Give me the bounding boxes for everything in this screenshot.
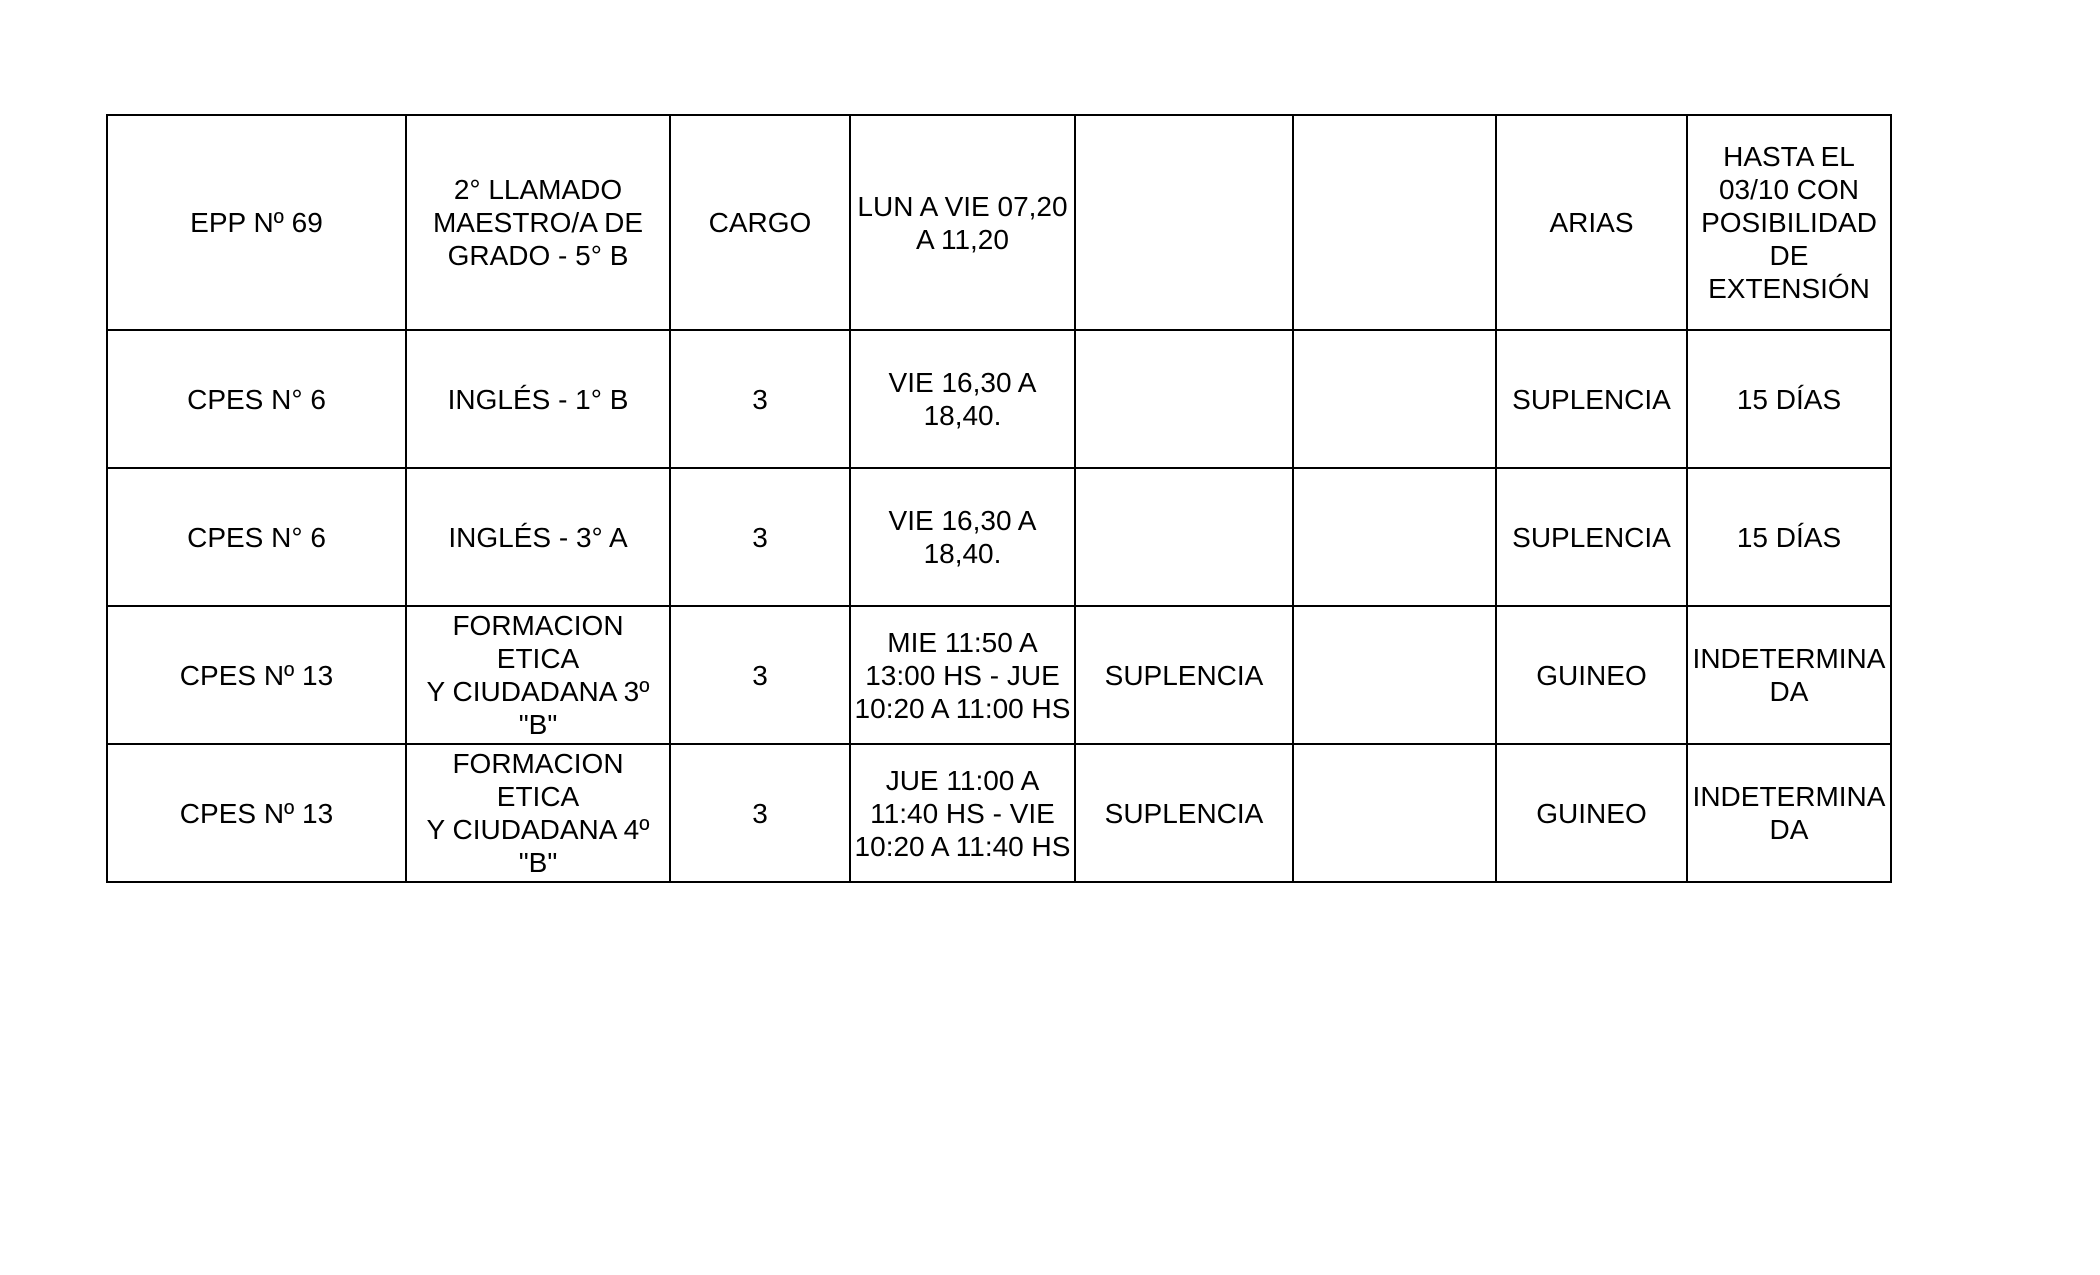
column-5-cell	[1075, 330, 1293, 468]
column-6-cell	[1293, 330, 1496, 468]
subject-cell: FORMACION ETICA Y CIUDADANA 4º "B"	[406, 744, 670, 882]
school-cell: CPES Nº 13	[107, 744, 406, 882]
hours-cell: CARGO	[670, 115, 850, 330]
column-6-cell	[1293, 744, 1496, 882]
table-row	[107, 606, 1891, 744]
column-6-cell	[1293, 468, 1496, 606]
column-5-cell	[1075, 115, 1293, 330]
column-5-cell: SUPLENCIA	[1075, 744, 1293, 882]
school-cell: EPP Nº 69	[107, 115, 406, 330]
school-cell: CPES Nº 13	[107, 606, 406, 744]
duration-cell: 15 DÍAS	[1687, 330, 1891, 468]
column-7-cell: GUINEO	[1496, 606, 1687, 744]
duration-cell: INDETERMINA DA	[1687, 744, 1891, 882]
vacancies-table	[106, 114, 1892, 883]
schedule-cell: MIE 11:50 A 13:00 HS - JUE 10:20 A 11:00 HS	[850, 606, 1075, 744]
school-cell: CPES N° 6	[107, 330, 406, 468]
subject-cell: 2° LLAMADO MAESTRO/A DE GRADO - 5° B	[406, 115, 670, 330]
table-row	[107, 744, 1891, 882]
duration-cell: 15 DÍAS	[1687, 468, 1891, 606]
table-row	[107, 330, 1891, 468]
column-6-cell	[1293, 115, 1496, 330]
hours-cell: 3	[670, 330, 850, 468]
column-5-cell	[1075, 468, 1293, 606]
column-7-cell: ARIAS	[1496, 115, 1687, 330]
table-row	[107, 115, 1891, 330]
hours-cell: 3	[670, 606, 850, 744]
column-6-cell	[1293, 606, 1496, 744]
subject-cell: INGLÉS - 1° B	[406, 330, 670, 468]
column-7-cell: GUINEO	[1496, 744, 1687, 882]
schedule-cell: VIE 16,30 A 18,40.	[850, 468, 1075, 606]
schedule-cell: VIE 16,30 A 18,40.	[850, 330, 1075, 468]
hours-cell: 3	[670, 744, 850, 882]
hours-cell: 3	[670, 468, 850, 606]
duration-cell: HASTA EL 03/10 CON POSIBILIDAD DE EXTENSIÓN	[1687, 115, 1891, 330]
schedule-cell: LUN A VIE 07,20 A 11,20	[850, 115, 1075, 330]
duration-cell: INDETERMINA DA	[1687, 606, 1891, 744]
schedule-cell: JUE 11:00 A 11:40 HS - VIE 10:20 A 11:40 HS	[850, 744, 1075, 882]
school-cell: CPES N° 6	[107, 468, 406, 606]
column-7-cell: SUPLENCIA	[1496, 330, 1687, 468]
subject-cell: FORMACION ETICA Y CIUDADANA 3º "B"	[406, 606, 670, 744]
column-5-cell: SUPLENCIA	[1075, 606, 1293, 744]
table-row	[107, 468, 1891, 606]
column-7-cell: SUPLENCIA	[1496, 468, 1687, 606]
subject-cell: INGLÉS - 3° A	[406, 468, 670, 606]
